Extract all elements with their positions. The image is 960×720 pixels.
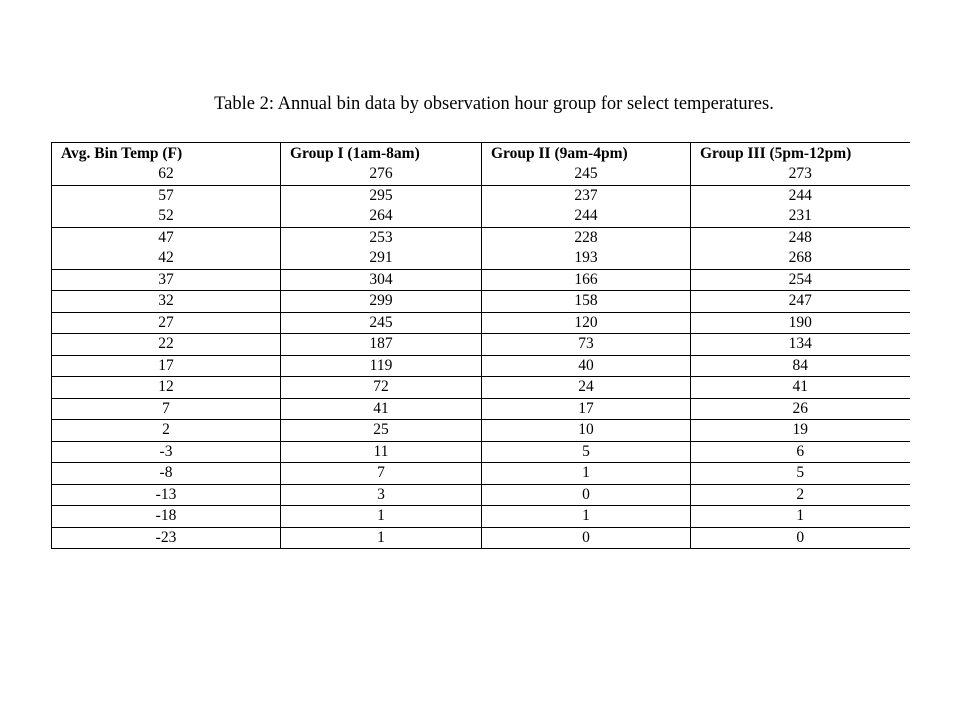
table-row (52, 377, 910, 399)
table-cell: 295 (281, 185, 482, 206)
table-cell: 40 (482, 355, 691, 377)
table-cell: 17 (52, 355, 281, 377)
table-cell: 37 (52, 269, 281, 291)
table-cell: 41 (691, 377, 910, 399)
table-cell: 1 (691, 506, 910, 528)
table-row (52, 527, 910, 549)
table-cell: 0 (691, 527, 910, 549)
table-cell: 228 (482, 227, 691, 248)
table-row (52, 248, 910, 269)
table-cell: 304 (281, 269, 482, 291)
table-cell: 1 (281, 506, 482, 528)
table-cell: -3 (52, 441, 281, 463)
table-cell: 7 (281, 463, 482, 485)
row-group (52, 185, 910, 227)
table-cell: 73 (482, 334, 691, 356)
table-row (52, 269, 910, 291)
column-header: Group I (1am-8am) (281, 143, 482, 165)
table-cell: 248 (691, 227, 910, 248)
table-cell: 32 (52, 291, 281, 313)
bin-data-table (51, 142, 910, 549)
table-cell: 6 (691, 441, 910, 463)
table-cell: 245 (281, 312, 482, 334)
table-cell: 57 (52, 185, 281, 206)
table-cell: -13 (52, 484, 281, 506)
table-cell: 42 (52, 248, 281, 269)
table-cell: 276 (281, 164, 482, 185)
table-row (52, 463, 910, 485)
row-group (52, 291, 910, 313)
row-group (52, 506, 910, 528)
table-cell: 47 (52, 227, 281, 248)
table-cell: 244 (691, 185, 910, 206)
table-caption: Table 2: Annual bin data by observation hour group for select temperatures. (214, 94, 774, 114)
table-cell: 268 (691, 248, 910, 269)
table-cell: 264 (281, 206, 482, 227)
table-cell: 0 (482, 484, 691, 506)
row-group (52, 355, 910, 377)
table-cell: 291 (281, 248, 482, 269)
table-row (52, 420, 910, 442)
table-cell: 237 (482, 185, 691, 206)
table-cell: 245 (482, 164, 691, 185)
row-group (52, 420, 910, 442)
row-group (52, 334, 910, 356)
row-group (52, 269, 910, 291)
table-cell: 120 (482, 312, 691, 334)
table-cell: 17 (482, 398, 691, 420)
table-cell: 119 (281, 355, 482, 377)
row-group (52, 527, 910, 549)
row-group (52, 463, 910, 485)
table-cell: 299 (281, 291, 482, 313)
table-cell: 5 (691, 463, 910, 485)
table-row (52, 164, 910, 185)
table-row (52, 206, 910, 227)
table-cell: 231 (691, 206, 910, 227)
table-cell: 190 (691, 312, 910, 334)
table-cell: 12 (52, 377, 281, 399)
table-cell: 27 (52, 312, 281, 334)
table-cell: 187 (281, 334, 482, 356)
row-group (52, 377, 910, 399)
table-row (52, 312, 910, 334)
table-cell: -18 (52, 506, 281, 528)
table-row (52, 291, 910, 313)
table-cell: -8 (52, 463, 281, 485)
table-cell: 254 (691, 269, 910, 291)
table-row (52, 398, 910, 420)
table-cell: -23 (52, 527, 281, 549)
table-cell: 1 (482, 463, 691, 485)
table-cell: 247 (691, 291, 910, 313)
row-group (52, 398, 910, 420)
table-cell: 0 (482, 527, 691, 549)
table-cell: 7 (52, 398, 281, 420)
table-cell: 5 (482, 441, 691, 463)
table-cell: 26 (691, 398, 910, 420)
table-cell: 134 (691, 334, 910, 356)
table-cell: 25 (281, 420, 482, 442)
table-cell: 158 (482, 291, 691, 313)
table-cell: 84 (691, 355, 910, 377)
table-cell: 2 (52, 420, 281, 442)
table-cell: 1 (281, 527, 482, 549)
table-row (52, 227, 910, 248)
row-group (52, 227, 910, 269)
table-row (52, 506, 910, 528)
header-row (52, 143, 910, 165)
table-row (52, 185, 910, 206)
table-cell: 273 (691, 164, 910, 185)
column-header: Group III (5pm-12pm) (691, 143, 910, 165)
table-cell: 72 (281, 377, 482, 399)
table-cell: 22 (52, 334, 281, 356)
table-row (52, 484, 910, 506)
table-cell: 41 (281, 398, 482, 420)
table-cell: 166 (482, 269, 691, 291)
table-cell: 3 (281, 484, 482, 506)
row-group (52, 484, 910, 506)
table-cell: 62 (52, 164, 281, 185)
column-header: Avg. Bin Temp (F) (52, 143, 281, 165)
table-row (52, 441, 910, 463)
table-cell: 11 (281, 441, 482, 463)
table-cell: 19 (691, 420, 910, 442)
table-row (52, 334, 910, 356)
table-cell: 1 (482, 506, 691, 528)
table-cell: 10 (482, 420, 691, 442)
table-row (52, 355, 910, 377)
column-header: Group II (9am-4pm) (482, 143, 691, 165)
table-cell: 52 (52, 206, 281, 227)
table-cell: 193 (482, 248, 691, 269)
table-cell: 244 (482, 206, 691, 227)
row-group (52, 441, 910, 463)
table-header (52, 143, 910, 186)
table-cell: 24 (482, 377, 691, 399)
table-cell: 2 (691, 484, 910, 506)
table-cell: 253 (281, 227, 482, 248)
row-group (52, 312, 910, 334)
